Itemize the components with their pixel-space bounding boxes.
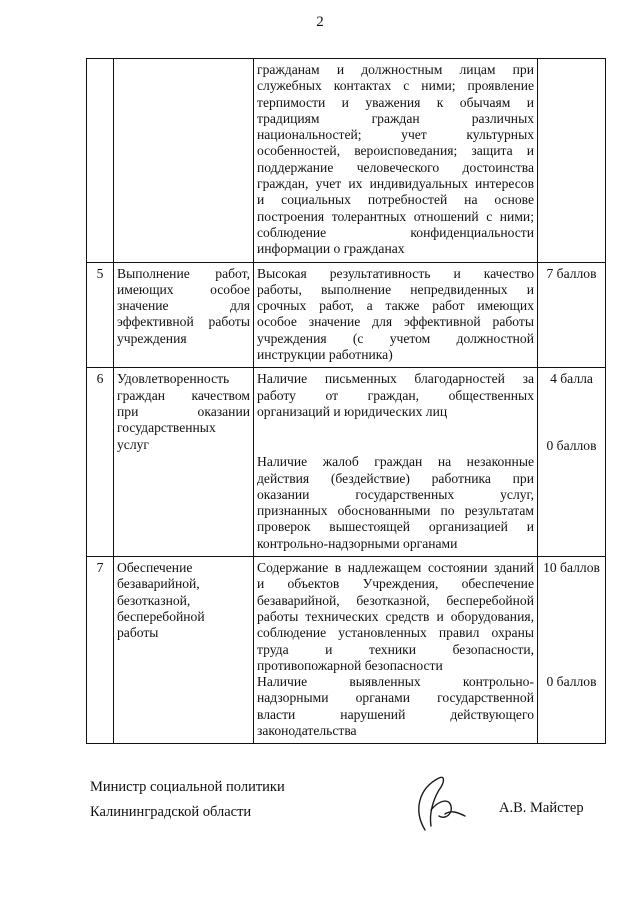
criterion-description: Содержание в надлежащем состоянии зданий и объектов Учреждения, обеспечение безаварийной, безотказной, бесперебойной работы технических средств и оборудования, соблюдение установленных правил охраны труда и техники безопасности, противопожарной безопасности Наличие выявленных контрольно- надзорными органами государственной власти нарушений действующего законодательства (254, 557, 538, 744)
signer-position-line1: Министр социальной политики (90, 779, 285, 795)
criterion-description: Высокая результативность и качество работы, выполнение непредвиденных и срочных работ, а также работ имеющих особое значение для эффективной работы учреждения (с учетом должностной инструкции работника) (254, 262, 538, 368)
criterion-score (538, 59, 606, 263)
table-row (87, 557, 606, 744)
criterion-name: Выполнение работ, имеющих особое значение для эффективной работы учреждения (114, 262, 254, 368)
criterion-score: 7 баллов (538, 262, 606, 368)
criteria-table (86, 58, 606, 744)
signer-name: А.В. Майстер (499, 800, 584, 816)
signer-position-line2: Калининградской области (90, 804, 252, 820)
row-number (87, 59, 114, 263)
table-row (87, 368, 606, 557)
criterion-name (114, 59, 254, 263)
criterion-name: Удовлетворенность граждан качеством при оказании государственных услуг (114, 368, 254, 557)
table-row (87, 262, 606, 368)
criterion-name: Обеспечение безаварийной, безотказной, бесперебойной работы (114, 557, 254, 744)
handwritten-signature (395, 770, 475, 836)
criterion-description: Наличие письменных благодарностей за работу от граждан, общественных организаций и юридических лиц Наличие жалоб граждан на незаконные действия (бездействие) работника при оказании государственных услуг, признанных обоснованными по результатам проверок вышестоящей организацией и контрольно-надзорными органами (254, 368, 538, 557)
row-number: 5 (87, 262, 114, 368)
row-number: 6 (87, 368, 114, 557)
row-number: 7 (87, 557, 114, 744)
criterion-score: 4 балла 0 баллов (538, 368, 606, 557)
criterion-score: 10 баллов 0 баллов (538, 557, 606, 744)
page-number: 2 (316, 14, 324, 30)
table-row (87, 59, 606, 263)
criterion-description: гражданам и должностным лицам при служебных контактах с ними; проявление терпимости и уважения к обычаям и традициям граждан различных национальностей; учет культурных особенностей, вероисповедания; защита и поддержание человеческого достоинства граждан, учет их индивидуальных интересов и социальных потребностей на основе построения толерантных отношений с ними; соблюдение конфиденциальности информации о гражданах (254, 59, 538, 263)
